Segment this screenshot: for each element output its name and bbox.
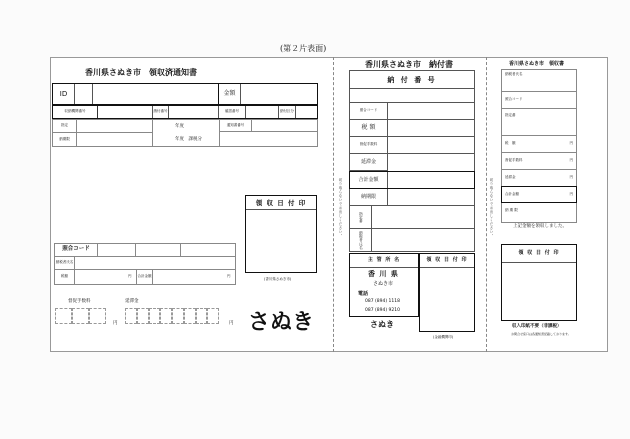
due-date-label: 指定: [53, 120, 77, 133]
late-fee-label: 延滞金: [125, 299, 139, 304]
stamp-note: (香川県さぬき市): [264, 277, 292, 281]
designation-field[interactable]: [372, 206, 474, 229]
brand-logo: さぬき: [248, 310, 315, 335]
collection-agency-label: 収納機関番号: [53, 106, 98, 118]
row-label: 合計金額: [350, 172, 388, 188]
revenue-stamp-note: 収入印紙不要（非課税）: [512, 324, 562, 329]
tax-field[interactable]: [388, 120, 474, 137]
row-label: 督促手数料: [505, 158, 523, 162]
amount-label: 金額: [219, 84, 241, 104]
id-cell-1[interactable]: [75, 84, 93, 104]
footnote: お問合せ窓口は各通知書記載しております。: [511, 332, 571, 336]
office-name: 香 川 県: [368, 270, 399, 278]
office-city: さぬき市: [373, 281, 394, 287]
sheet-caption: (第２片表面): [280, 44, 327, 53]
taxpayer-field[interactable]: [372, 229, 474, 251]
reference-code-field[interactable]: [388, 103, 474, 120]
due-date-field[interactable]: [77, 120, 153, 133]
row-label: 税 額: [505, 141, 516, 145]
reference-code-cell-3[interactable]: [181, 244, 235, 257]
payment-class-field[interactable]: [296, 106, 317, 118]
deadline-label: 納期限: [53, 133, 77, 146]
reference-code-cell-1[interactable]: [98, 244, 136, 257]
yen-unit: 円: [227, 274, 231, 278]
yen-unit: 円: [229, 321, 234, 326]
row-label: 合計金額: [505, 192, 519, 196]
row-label: 延滞金: [505, 175, 516, 179]
confirm-no-label: 確認番号: [219, 106, 246, 118]
deadline-field[interactable]: [77, 133, 153, 146]
late-fee-field[interactable]: [388, 154, 474, 171]
row-label: 納期限: [350, 189, 388, 206]
row-label: 税 額: [350, 120, 388, 137]
row-label: 照合コード: [350, 103, 388, 120]
row-label: 延滞金: [350, 154, 388, 171]
payment-class-label: 納付区分: [279, 106, 296, 118]
collection-agency-field[interactable]: [98, 106, 153, 118]
yen-unit: 円: [569, 175, 573, 179]
stamp-note: (金融機関印): [433, 335, 454, 339]
phone-label: 電話: [358, 291, 369, 297]
receipt-row: [502, 136, 576, 153]
yen-unit: 円: [569, 141, 573, 145]
tax-amount-label: 税額: [55, 270, 75, 284]
cut-note: 切り取らないでお出しください。: [339, 178, 343, 238]
deadline-field[interactable]: [388, 189, 474, 206]
left-title: 香川県さぬき市 領収済通知書: [85, 68, 197, 77]
late-fee-digit-boxes[interactable]: [125, 308, 219, 324]
row-label: 指定番: [505, 113, 516, 117]
designation-label: 指定番: [350, 206, 372, 229]
receipt-row: [502, 70, 576, 92]
tax-year-label: 年度 課税分: [175, 137, 202, 142]
right-title: 香川県さぬき市 領収書: [509, 61, 565, 67]
amount-field[interactable]: [241, 84, 317, 104]
payment-number-header: 納 付 番 号: [350, 71, 474, 89]
yen-unit: 円: [113, 321, 118, 326]
receipt-row-total: [501, 186, 577, 203]
taxpayer-name-field[interactable]: [75, 257, 235, 270]
row-label: 督促手数料: [350, 137, 388, 154]
row-label: 納税者氏名: [505, 72, 523, 76]
row-label: 納 期 限: [505, 208, 518, 212]
total-field[interactable]: [153, 270, 235, 284]
fee-field[interactable]: [388, 137, 474, 154]
fee-digit-boxes[interactable]: [55, 308, 106, 324]
payment-no-label: 納付番号: [153, 106, 169, 118]
brand-logo-small: さぬき: [370, 320, 394, 329]
taxpayer-label: 納税者 氏名: [350, 229, 372, 251]
notice-no-label: 通知書番号: [220, 120, 252, 132]
receipt-row: [502, 153, 576, 170]
received-note: 上記金額を領収しました。: [513, 224, 567, 229]
reference-code-label: 照合コード: [55, 244, 98, 257]
payment-number-field[interactable]: [350, 89, 474, 103]
id-label: ID: [53, 84, 75, 104]
receipt-row: [502, 92, 576, 109]
receipt-row: [502, 203, 576, 222]
stamp-title: 領 収 日 付 印: [502, 245, 576, 263]
row-label: 照合コード: [505, 97, 523, 101]
taxpayer-name-label: 納税者氏名: [55, 257, 75, 270]
stamp-title: 領 収 日 付 印: [246, 196, 316, 210]
yen-unit: 円: [569, 192, 573, 196]
yen-unit: 円: [128, 274, 132, 278]
receipt-row: [502, 109, 576, 136]
receipt-row: [502, 170, 576, 187]
year-label: 年度: [175, 124, 184, 129]
reference-code-cell-2[interactable]: [136, 244, 181, 257]
payment-no-field[interactable]: [169, 106, 219, 118]
perforation-line-1: [333, 57, 334, 352]
fee-label: 督促手数料: [68, 299, 91, 304]
phone-number-2: 087 (894) 9210: [365, 308, 401, 313]
yen-unit: 円: [569, 158, 573, 162]
perforation-line-2: [486, 57, 487, 352]
id-value-field[interactable]: [93, 84, 219, 104]
stamp-title: 領 収 日 付 印: [420, 254, 474, 268]
total-label: 合計金額: [137, 270, 153, 284]
office-header: 主 管 所 名: [350, 254, 418, 268]
phone-number-1: 087 (894) 1118: [365, 299, 401, 304]
cut-note: 切り取らないでお出しください。: [490, 178, 494, 238]
middle-title: 香川県さぬき市 納付書: [365, 60, 453, 69]
confirm-no-field[interactable]: [246, 106, 279, 118]
notice-no-field[interactable]: [252, 120, 317, 132]
